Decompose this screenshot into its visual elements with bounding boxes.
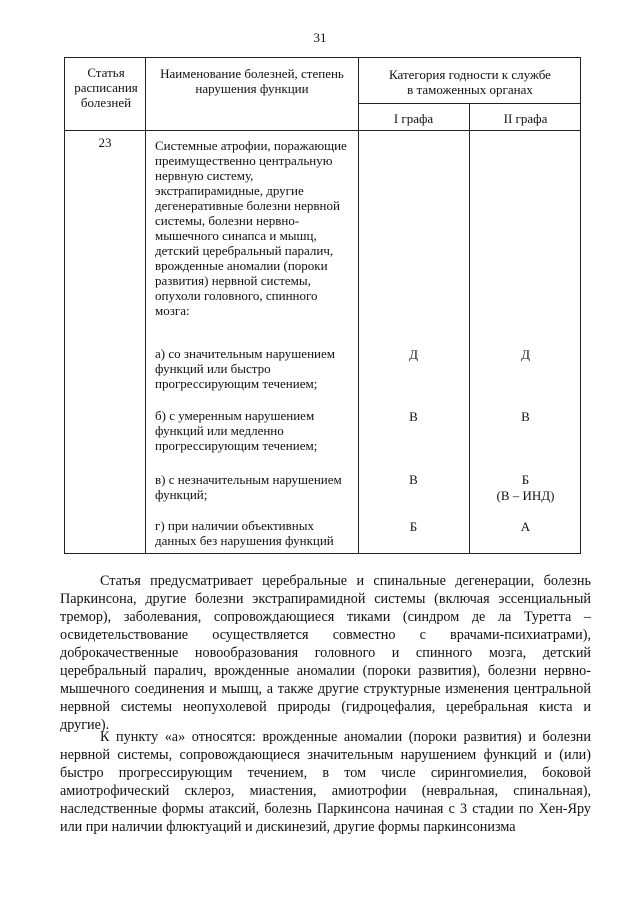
- article-number: 23: [98, 135, 112, 150]
- body-paragraph-1: Статья предусматривает церебральные и спинальные дегенерации, болезнь Паркинсона, другие болезни экстрапирамидной системы (включая эссенциальный тремор), заболевания, сопровождающиеся тиками (синдром де ла Туретта – освидетельствование осуществляется совместно с врачами-психиатрами), доброкачественные новообразования головного и спинного мозга, детский церебральный паралич, врожденные аномалии (пороки развития), болезни нервно-мышечного соединения и мышц, а также другие структурные изменения центральной нервной системы неопухолевой природы (гидроцефалия, церебральная киста и другие).: [60, 573, 591, 733]
- row-c-text: в) с незначительным нарушением функций;: [155, 472, 342, 502]
- page-number: 31: [313, 30, 327, 45]
- row-a-col2: Д: [521, 347, 530, 362]
- header-col2: II графа: [503, 111, 548, 126]
- row-divider: [65, 130, 580, 131]
- row-c-col1: В: [409, 472, 418, 487]
- row-a-text: а) со значительным нарушением функций или быстро прогрессирующим течением;: [155, 346, 335, 391]
- row-d-text: г) при наличии объективных данных без нарушения функций: [155, 518, 334, 548]
- row-d-col2: А: [520, 519, 531, 534]
- row-b-col1: В: [409, 409, 418, 424]
- row-divider: [358, 103, 580, 104]
- row-c-col2: Б: [521, 472, 530, 487]
- body-paragraph-2: К пункту «а» относятся: врожденные аномалии (пороки развития) и болезни нервной системы, сопровождающиеся значительным нарушением функций и (или) быстро прогрессирующим течением, в том числе сирингомиелия, боковой амиотрофический склероз, миастения, амиотрофии (невральная, спинальная), наследственные формы атаксий, болезнь Паркинсона начиная с 3 стадии по Хен-Яру или при наличии флюктуаций и дискинезий, другие формы паркинсонизма: [60, 729, 591, 835]
- header-col1: I графа: [393, 111, 434, 126]
- disease-schedule-table: [64, 57, 581, 554]
- row-d-col1: Б: [409, 519, 418, 534]
- header-category: Категория годности к службе в таможенных органах: [389, 67, 551, 97]
- row-c-col2-note: (В – ИНД): [496, 488, 555, 503]
- header-article: Статья расписания болезней: [74, 65, 138, 110]
- row-a-col1: Д: [409, 347, 418, 362]
- row-b-text: б) с умеренным нарушением функций или медленно прогрессирующим течением;: [155, 408, 318, 453]
- col-divider: [145, 58, 146, 553]
- row-b-col2: В: [521, 409, 530, 424]
- header-diseases: Наименование болезней, степень нарушения функции: [160, 66, 344, 96]
- disease-intro: Системные атрофии, поражающие преимущественно центральную нервную систему, экстрапирамидные, другие дегенеративные болезни нервной системы, болезни нервно-мышечного синапса и мышц, детский церебральный паралич, врожденные аномалии (пороки развития) нервной системы, опухоли головного, спинного мозга:: [155, 138, 347, 318]
